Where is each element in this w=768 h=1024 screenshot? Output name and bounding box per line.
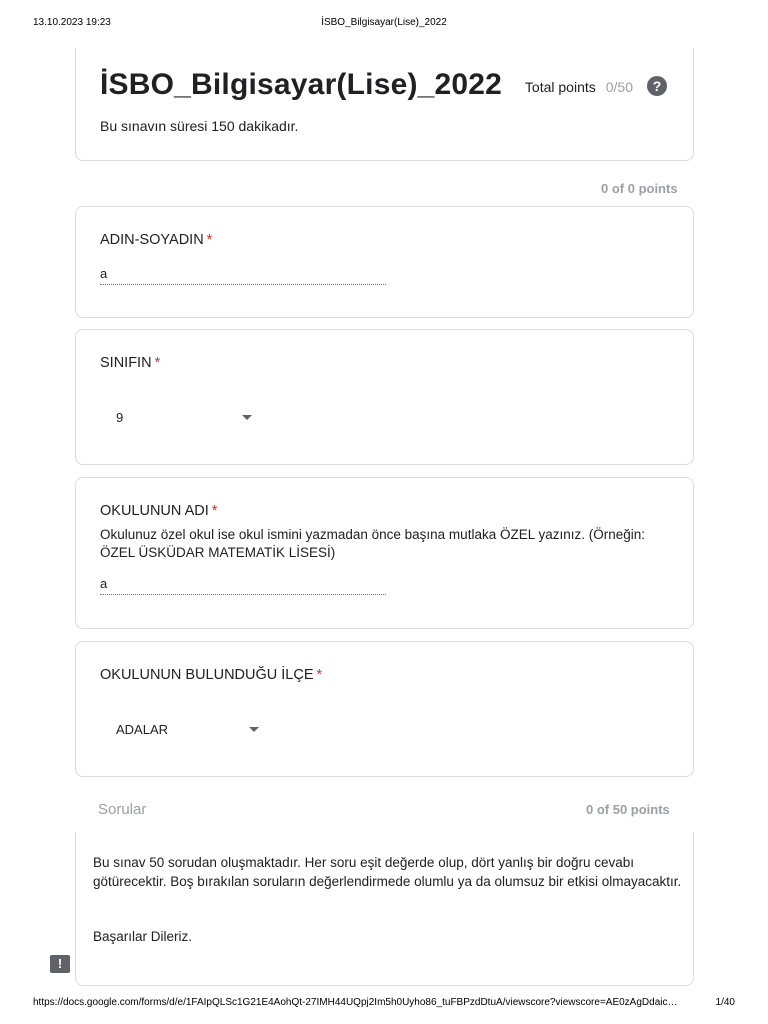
section-points: 0 of 0 points [601, 181, 678, 196]
section-description-card [75, 832, 694, 986]
question-card-name [75, 206, 694, 318]
print-footer [33, 997, 735, 1011]
required-asterisk: * [206, 232, 213, 248]
print-page-number: 1/40 [715, 997, 735, 1008]
print-url: https://docs.google.com/forms/d/e/1FAIpQLSc1G21E4AohQt-27IMH44UQpj2Im5h0Uyho86_tuFBPzdDtuA/viewscore?viewscore=AE0zAgDdaic… [33, 997, 678, 1008]
district-dropdown-value: ADALAR [116, 722, 169, 737]
form-description: Bu sınavın süresi 150 dakikadır. [100, 118, 299, 134]
section-points: 0 of 50 points [586, 802, 670, 817]
section-closing: Başarılar Dileriz. [93, 929, 193, 944]
question-title [100, 667, 322, 683]
district-dropdown[interactable] [116, 720, 261, 740]
question-title [100, 232, 212, 248]
required-asterisk: * [154, 355, 161, 371]
print-title: İSBO_Bilgisayar(Lise)_2022 [321, 17, 447, 28]
chevron-down-icon [249, 727, 259, 732]
question-title-text: ADIN-SOYADIN [100, 232, 204, 248]
required-asterisk: * [316, 667, 323, 683]
question-title-text: SINIFIN [100, 355, 152, 371]
total-points [525, 79, 633, 95]
feedback-icon[interactable]: ! [50, 955, 70, 973]
class-dropdown[interactable] [116, 408, 254, 428]
question-card-school [75, 477, 694, 629]
help-icon[interactable]: ? [647, 76, 667, 96]
form-header-card [75, 48, 694, 161]
question-card-class [75, 329, 694, 465]
answer-name: a [100, 266, 386, 285]
print-datetime: 13.10.2023 19:23 [33, 17, 111, 28]
section-description: Bu sınav 50 sorudan oluşmaktadır. Her soru eşit değerde olup, dört yanlış bir doğru cevabı götürecektir. Boş bırakılan soruların değerlendirmede olumlu ya da olumsuz bir etkisi olmayacaktır. [93, 855, 682, 889]
question-title-text: OKULUNUN ADI [100, 503, 209, 519]
form-title: İSBO_Bilgisayar(Lise)_2022 [100, 68, 503, 101]
required-asterisk: * [211, 503, 218, 519]
section-title: Sorular [98, 801, 147, 818]
answer-school: a [100, 576, 386, 595]
class-dropdown-value: 9 [116, 410, 124, 425]
chevron-down-icon [242, 415, 252, 420]
question-card-district [75, 641, 694, 777]
print-header [33, 17, 735, 31]
total-points-label: Total points [524, 79, 596, 95]
total-points-value: 0/50 [605, 79, 633, 95]
question-title [100, 355, 160, 371]
question-title [100, 503, 217, 519]
question-title-text: OKULUNUN BULUNDUĞU İLÇE [100, 667, 314, 683]
question-description: Okulunuz özel okul ise okul ismini yazmadan önce başına mutlaka ÖZEL yazınız. (Örneğin: ÖZEL ÜSKÜDAR MATEMATİK LİSESİ) [100, 527, 646, 560]
